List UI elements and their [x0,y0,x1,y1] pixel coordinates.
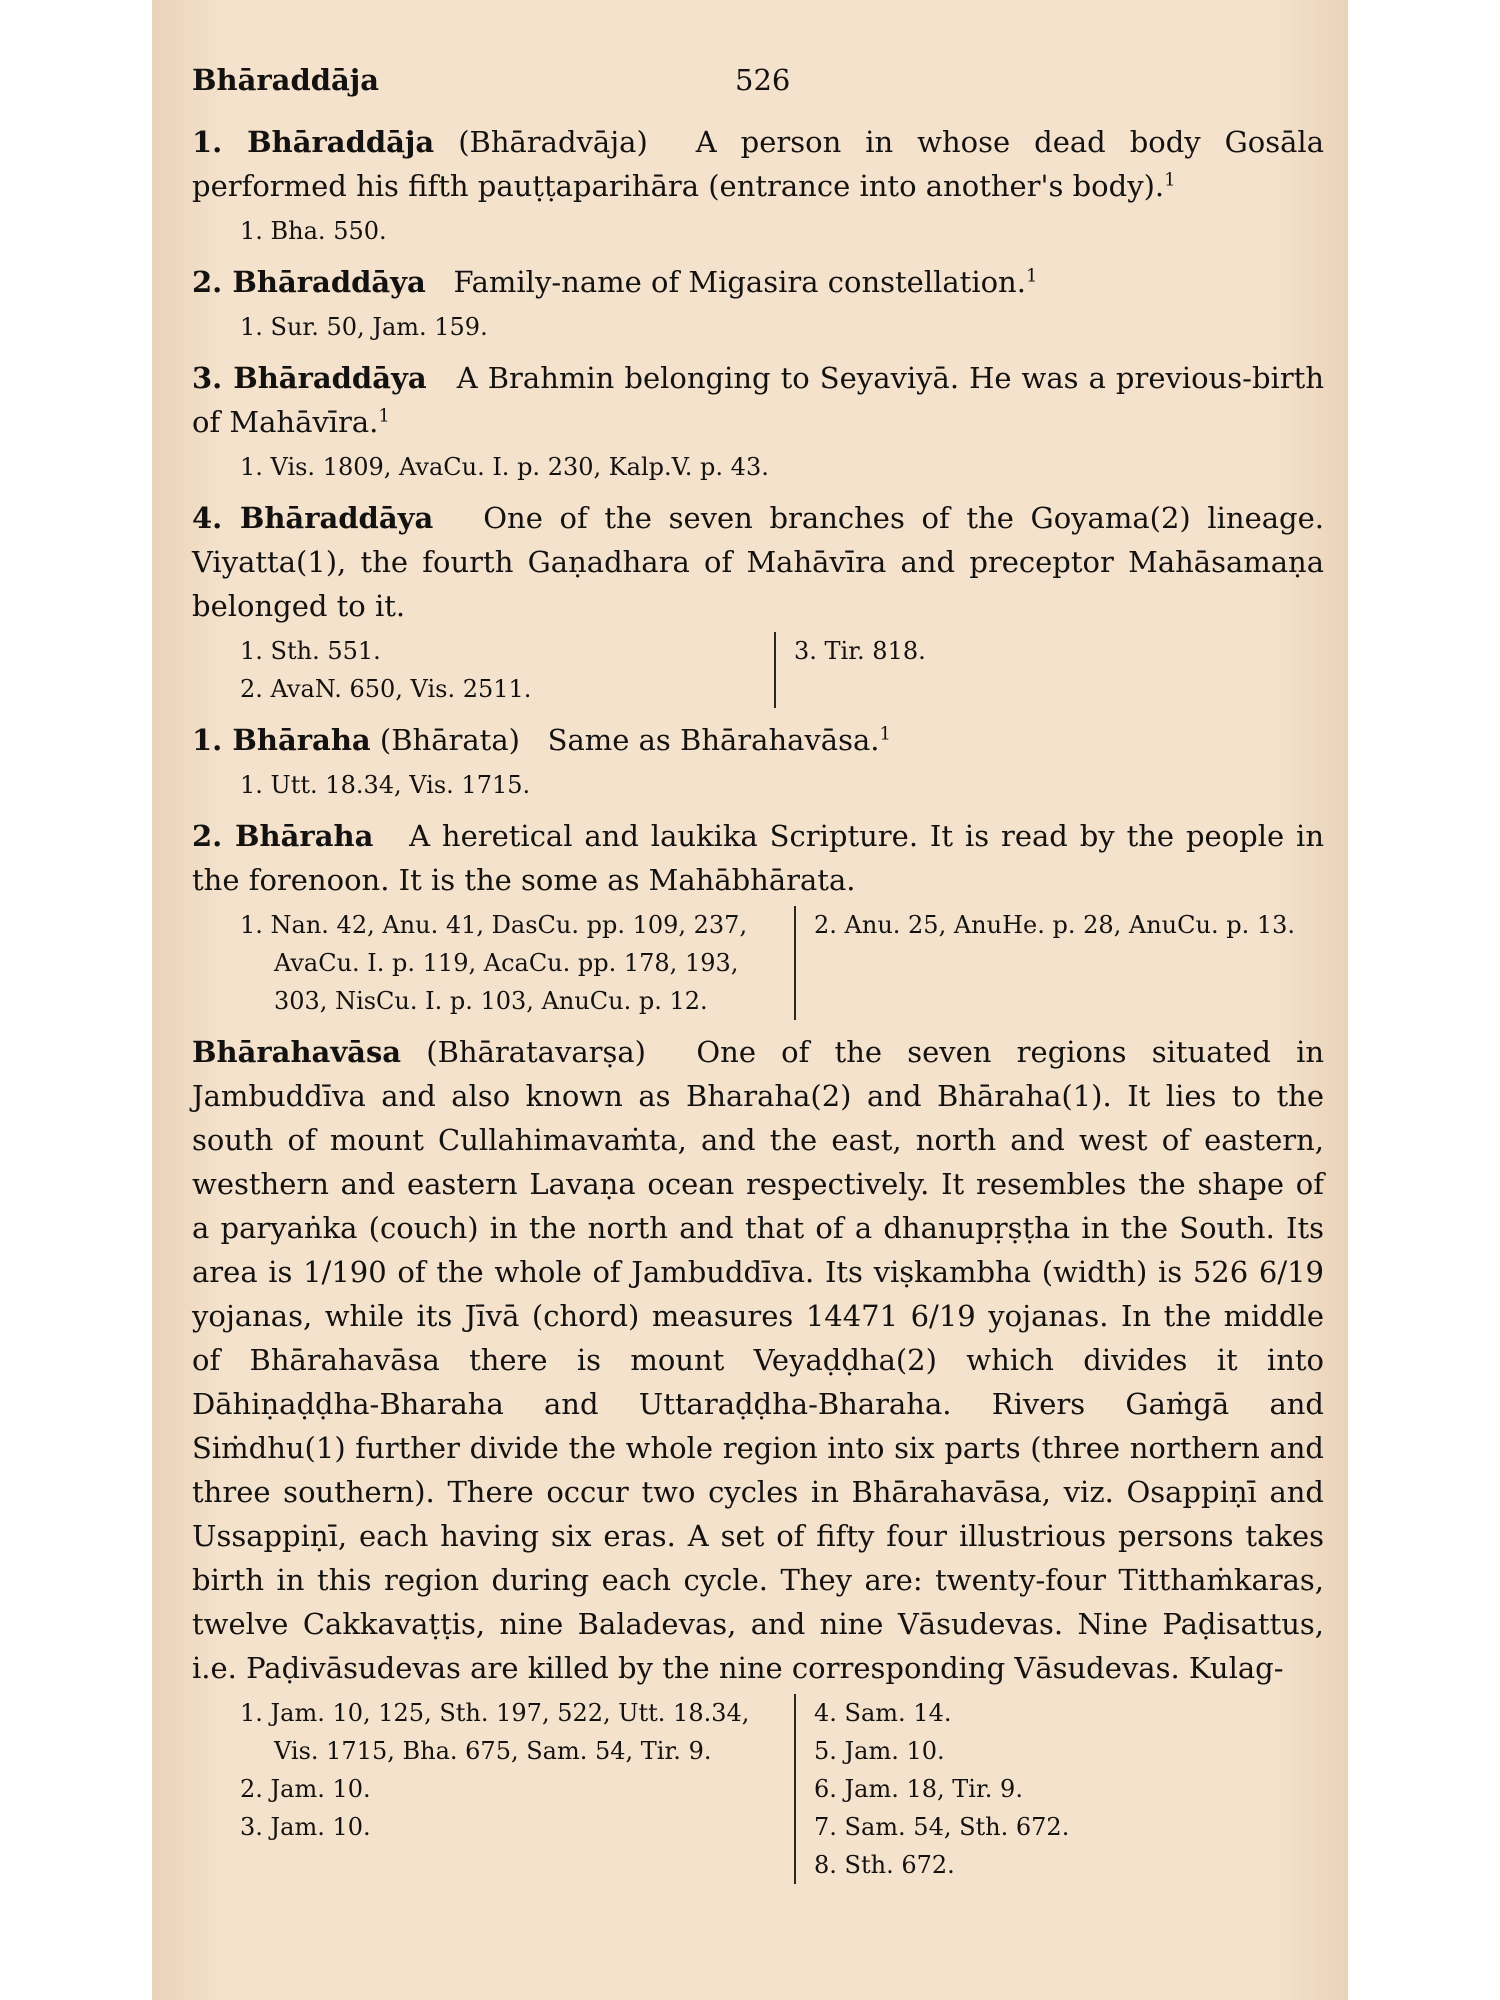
footnote: 7. Sam. 54, Sth. 672. [814,1813,1070,1841]
footnotes-left [240,1694,796,1884]
running-head: Bhāraddāja [192,63,380,97]
footnote: 2. AvaN. 650, Vis. 2511. [240,675,532,703]
footnote: 1. Vis. 1809, AvaCu. I. p. 230, Kalp.V. p. 43. [240,453,769,481]
footnote: 4. Sam. 14. [814,1699,952,1727]
footnotes-two-column [240,632,1324,708]
entry-bharaddaya-4 [192,496,1324,708]
footnote: 6. Jam. 18, Tir. 9. [814,1775,1023,1803]
footnotes-two-column [240,1694,1324,1884]
footnote: 1. Nan. 42, Anu. 41, DasCu. pp. 109, 237, AvaCu. I. p. 119, AcaCu. pp. 178, 193, 303, NisCu. I. p. 103, AnuCu. p. 12. [240,911,748,1015]
dictionary-page [192,58,1324,1894]
footnotes [240,448,1324,486]
footnote: 5. Jam. 10. [814,1737,945,1765]
page-header [192,58,1324,106]
footnotes-right [796,906,1295,1020]
footnotes-two-column [240,906,1324,1020]
entry-bharaha-2 [192,814,1324,1020]
footnote: 2. Jam. 10. [240,1775,371,1803]
entry-text: 2. Bhāraha A heretical and laukika Scripture. It is read by the people in the forenoon. It is the some as Mahābhārata. [192,819,1324,897]
footnote: 2. Anu. 25, AnuHe. p. 28, AnuCu. p. 13. [814,911,1295,939]
entry-bharaddaya-2 [192,260,1324,346]
entry-text: 4. Bhāraddāya One of the seven branches of the Goyama(2) lineage. Viyatta(1), the fourth Gaṇadhara of Mahāvīra and preceptor Mahāsamaṇa belonged to it. [192,501,1324,623]
page-number: 526 [735,63,791,97]
footnote: 1. Sth. 551. [240,637,381,665]
footnotes [240,308,1324,346]
entry-text: Bhārahavāsa (Bhāratavarṣa) One of the seven regions situated in Jambuddīva and also known as Bharaha(2) and Bhāraha(1). It lies to the south of mount Cullahimavaṁta, and the east, north and west of eastern, westhern and eastern Lavaṇa ocean respectively. It resembles the shape of a paryaṅka (couch) in the north and that of a dhanupṛṣṭha in the South. Its area is 1/190 of the whole of Jambuddīva. Its viṣkambha (width) is 526 6/19 yojanas, while its Jīvā (chord) measures 14471 6/19 yojanas. In the middle of Bhārahavāsa there is mount Veyaḍḍha(2) which divides it into Dāhiṇaḍḍha-Bharaha and Uttaraḍḍha-Bharaha. Rivers Gaṁgā and Siṁdhu(1) further divide the whole region into six parts (three northern and three southern). There occur two cycles in Bhārahavāsa, viz. Osappiṇī and Ussappiṇī, each having six eras. A set of fifty four illustrious persons takes birth in this region during each cycle. They are: twenty-four Titthaṁkaras, twelve Cakkavaṭṭis, nine Baladevas, and nine Vāsudevas. Nine Paḍisattus, i.e. Paḍivāsudevas are killed by the nine corresponding Vāsudevas. Kulag- [192,1035,1325,1685]
footnote: 3. Jam. 10. [240,1813,371,1841]
footnotes [240,212,1324,250]
footnote: 1. Bha. 550. [240,217,387,245]
entry-text: 1. Bhāraddāja (Bhāradvāja) A person in whose dead body Gosāla performed his fifth pauṭṭaparihāra (entrance into another's body).$^1$ [192,125,1325,203]
footnotes-left [240,906,796,1020]
entry-text: 3. Bhāraddāya A Brahmin belonging to Seyaviyā. He was a previous-birth of Mahāvīra.$^1$ [192,361,1325,439]
entry-bharaddaja-1 [192,120,1324,250]
footnotes-right [776,632,926,708]
entry-bharaha-1 [192,718,1324,804]
entry-bharaddaya-3 [192,356,1324,486]
entry-text: 2. Bhāraddāya Family-name of Migasira constellation.$^1$ [192,265,1038,299]
footnote: 1. Sur. 50, Jam. 159. [240,313,488,341]
footnotes-right [796,1694,1069,1884]
entry-text: 1. Bhāraha (Bhārata) Same as Bhārahavāsa.$^1$ [192,723,891,757]
footnote: 8. Sth. 672. [814,1851,955,1879]
footnote: 3. Tir. 818. [794,637,926,665]
footnote: 1. Utt. 18.34, Vis. 1715. [240,771,531,799]
footnotes [240,766,1324,804]
footnote: 1. Jam. 10, 125, Sth. 197, 522, Utt. 18.34, Vis. 1715, Bha. 675, Sam. 54, Tir. 9. [240,1699,750,1765]
footnotes-left [240,632,776,708]
entry-bharahavasa [192,1030,1324,1884]
